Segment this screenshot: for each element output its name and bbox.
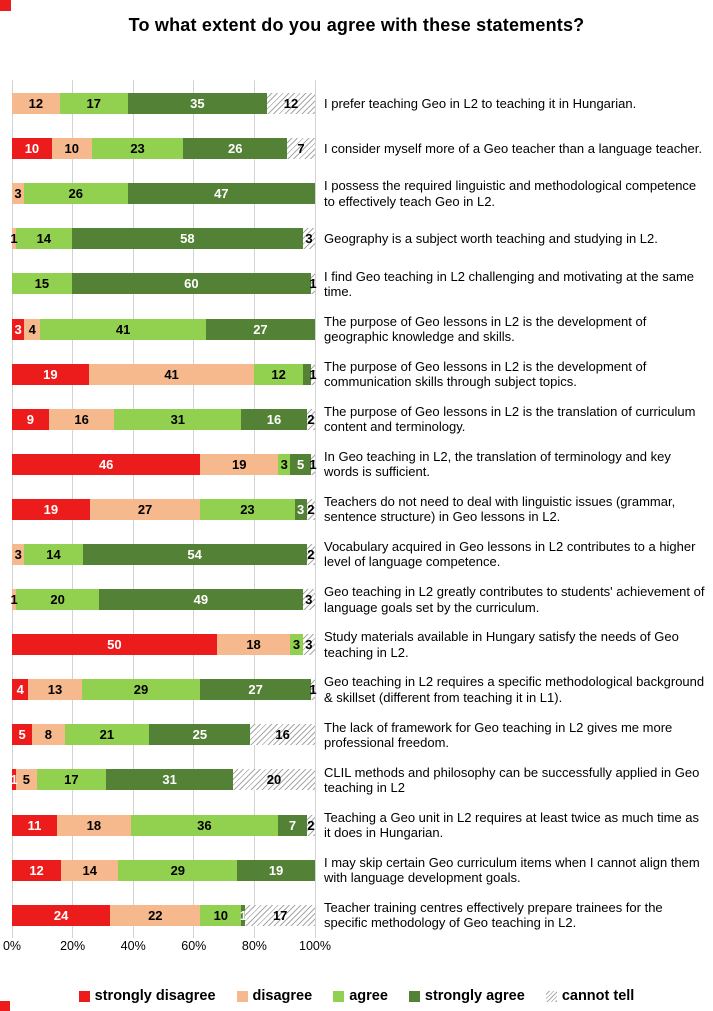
bar-value-label: 21 xyxy=(99,727,115,743)
bar-segment-disagree xyxy=(12,93,60,114)
bar-value-label: 1 xyxy=(239,907,247,923)
bar-segment-cannot-tell xyxy=(245,905,315,926)
bar-value-label: 47 xyxy=(214,186,229,202)
bar-segment-agree xyxy=(16,589,99,610)
bar-value-label: 1 xyxy=(10,592,18,608)
bar-value-label: 49 xyxy=(193,592,209,608)
x-axis-tick-20pct: 20% xyxy=(60,939,86,953)
bar-value-label: 27 xyxy=(253,321,268,337)
bar-segment-strongly-agree xyxy=(295,499,307,520)
stacked-bar xyxy=(12,815,315,836)
bar-value-label: 10 xyxy=(24,141,40,157)
x-axis-tick-100pct: 100% xyxy=(299,939,331,953)
bar-value-label: 29 xyxy=(133,682,149,698)
bar-value-label: 14 xyxy=(36,231,52,247)
chart-row xyxy=(0,667,713,712)
bar-value-label: 1 xyxy=(10,772,18,788)
stacked-bar xyxy=(12,273,315,294)
bar-segment-strongly-agree xyxy=(72,273,311,294)
bar-segment-cannot-tell xyxy=(307,815,315,836)
bar-value-label: 17 xyxy=(64,772,79,788)
bar-segment-strongly-agree xyxy=(183,138,287,159)
chart-title: To what extent do you agree with these statements? xyxy=(128,15,585,35)
bar-value-label: 29 xyxy=(170,862,186,878)
chart-row xyxy=(0,848,713,893)
bar-segment-disagree xyxy=(90,499,201,520)
bar-segment-agree xyxy=(60,93,128,114)
legend-item-cannot-tell xyxy=(546,988,635,1004)
stacked-bar xyxy=(12,544,315,565)
bar-segment-strongly-agree xyxy=(128,93,268,114)
bar-value-label: 46 xyxy=(98,456,114,472)
chart-row xyxy=(0,81,713,126)
bar-segment-cannot-tell xyxy=(307,544,315,565)
bar-value-label: 16 xyxy=(275,727,290,743)
bar-segment-strongly-agree xyxy=(128,183,315,204)
bar-value-label: 27 xyxy=(248,682,263,698)
bar-segment-agree xyxy=(290,634,302,655)
legend-item-disagree xyxy=(237,988,313,1004)
bar-segment-strongly-agree xyxy=(200,679,311,700)
stacked-bar xyxy=(12,679,315,700)
bar-value-label: 41 xyxy=(115,321,131,337)
bar-segment-strongly-disagree xyxy=(12,860,61,881)
bar-segment-agree xyxy=(131,815,278,836)
bar-segment-strongly-agree xyxy=(72,228,303,249)
stacked-bar xyxy=(12,724,315,745)
bar-value-label: 15 xyxy=(34,276,50,292)
bar-segment-cannot-tell xyxy=(303,589,315,610)
chart-rows xyxy=(0,81,713,938)
bar-value-label: 1 xyxy=(10,231,18,247)
bar-value-label: 16 xyxy=(74,411,89,427)
bar-segment-cannot-tell xyxy=(303,228,315,249)
bar-value-label: 1 xyxy=(309,682,317,698)
chart-row xyxy=(0,261,713,306)
bar-value-label: 54 xyxy=(187,546,202,562)
legend-swatch-disagree xyxy=(237,991,248,1002)
statement-label: Geo teaching in L2 requires a specific methodological background & skillset (different from teaching it in L1). xyxy=(324,674,705,705)
bar-segment-agree xyxy=(12,273,72,294)
stacked-bar xyxy=(12,364,315,385)
bar-segment-agree xyxy=(278,454,290,475)
bar-segment-agree xyxy=(200,499,294,520)
stacked-bar xyxy=(12,93,315,114)
bar-value-label: 41 xyxy=(164,366,179,382)
bar-segment-strongly-agree xyxy=(83,544,307,565)
bar-segment-strongly-disagree xyxy=(12,634,217,655)
bar-segment-agree xyxy=(200,905,241,926)
bar-value-label: 58 xyxy=(180,231,195,247)
bar-value-label: 17 xyxy=(272,907,288,923)
chart-row xyxy=(0,577,713,622)
bar-value-label: 27 xyxy=(137,501,153,517)
bar-segment-strongly-agree xyxy=(149,724,250,745)
bar-value-label: 35 xyxy=(190,96,205,112)
stacked-bar xyxy=(12,183,315,204)
bar-segment-cannot-tell xyxy=(287,138,315,159)
bar-value-label: 23 xyxy=(130,141,145,157)
bar-segment-strongly-agree xyxy=(290,454,310,475)
chart-row xyxy=(0,442,713,487)
bar-segment-cannot-tell xyxy=(311,454,315,475)
legend-label-strongly-agree: strongly agree xyxy=(424,988,525,1004)
statement-label: I may skip certain Geo curriculum items when I cannot align them with language development goals. xyxy=(324,854,700,886)
bar-value-label: 5 xyxy=(18,727,26,743)
bar-segment-disagree xyxy=(16,769,36,790)
stacked-bar xyxy=(12,409,315,430)
bar-value-label: 26 xyxy=(68,186,84,202)
bar-value-label: 31 xyxy=(162,772,177,788)
bar-segment-agree xyxy=(40,319,206,340)
bar-segment-strongly-disagree xyxy=(12,454,200,475)
bar-value-label: 12 xyxy=(29,862,44,878)
bar-value-label: 3 xyxy=(305,592,313,608)
legend-swatch-strongly-disagree xyxy=(79,991,90,1002)
chart-row xyxy=(0,757,713,802)
bar-segment-agree xyxy=(114,409,241,430)
bar-segment-disagree xyxy=(28,679,81,700)
bar-segment-disagree xyxy=(57,815,131,836)
statement-label: I find Geo teaching in L2 challenging and motivating at the same time. xyxy=(324,268,695,299)
bar-segment-disagree xyxy=(61,860,118,881)
bar-segment-disagree xyxy=(52,138,92,159)
bar-value-label: 25 xyxy=(192,727,208,743)
stacked-bar xyxy=(12,589,315,610)
bar-value-label: 4 xyxy=(28,321,36,337)
bar-segment-strongly-agree xyxy=(241,409,307,430)
bar-value-label: 12 xyxy=(271,366,286,382)
bar-segment-agree xyxy=(254,364,302,385)
legend-label-disagree: disagree xyxy=(252,988,313,1004)
bar-segment-cannot-tell xyxy=(311,364,315,385)
legend-item-strongly-disagree xyxy=(79,988,216,1004)
statement-label: Geo teaching in L2 greatly contributes to students' achievement of language goals set by the curriculum. xyxy=(324,584,705,615)
bar-value-label: 36 xyxy=(197,817,212,833)
bar-value-label: 1 xyxy=(309,276,317,292)
bar-value-label: 7 xyxy=(288,817,297,833)
bar-value-label: 12 xyxy=(283,96,299,112)
statement-label: CLIL methods and philosophy can be successfully applied in Geo teaching in L2 xyxy=(324,764,700,795)
bar-value-label: 3 xyxy=(14,321,22,337)
bar-segment-disagree xyxy=(12,183,24,204)
legend-item-agree xyxy=(333,988,388,1004)
bar-value-label: 14 xyxy=(46,546,61,562)
bar-value-label: 12 xyxy=(28,96,44,112)
bar-value-label: 3 xyxy=(305,231,313,247)
bar-value-label: 3 xyxy=(292,637,301,653)
bar-segment-strongly-agree xyxy=(241,905,245,926)
stacked-bar xyxy=(12,228,315,249)
bar-segment-cannot-tell xyxy=(311,679,315,700)
legend-swatch-agree xyxy=(333,991,344,1002)
bar-value-label: 16 xyxy=(266,411,282,427)
bar-segment-disagree xyxy=(49,409,115,430)
bar-segment-disagree xyxy=(12,589,16,610)
bar-value-label: 20 xyxy=(50,592,65,608)
chart-row xyxy=(0,532,713,577)
bar-value-label: 3 xyxy=(14,186,22,202)
bar-segment-disagree xyxy=(12,544,24,565)
statement-label: Teacher training centres effectively prepare trainees for the specific methodology of Geo teaching in L2. xyxy=(324,899,663,931)
statement-label: Teaching a Geo unit in L2 requires at least twice as much time as it does in Hungarian. xyxy=(324,809,700,841)
bar-value-label: 1 xyxy=(309,456,317,472)
bar-value-label: 24 xyxy=(53,907,69,923)
bar-value-label: 10 xyxy=(64,141,80,157)
red-corner-marker-top xyxy=(0,0,11,11)
x-axis xyxy=(0,939,713,955)
bar-value-label: 2 xyxy=(307,546,315,562)
statement-label: Geography is a subject worth teaching and studying in L2. xyxy=(324,231,658,247)
stacked-bar xyxy=(12,860,315,881)
bar-segment-agree xyxy=(118,860,237,881)
chart-row xyxy=(0,126,713,171)
bar-value-label: 18 xyxy=(86,817,102,833)
bar-segment-cannot-tell xyxy=(307,409,315,430)
bar-segment-strongly-disagree xyxy=(12,724,32,745)
bar-value-label: 17 xyxy=(86,96,101,112)
bar-value-label: 26 xyxy=(228,141,243,157)
chart-row xyxy=(0,712,713,757)
statement-label: Teachers do not need to deal with linguistic issues (grammar, sentence structure) in Geo lessons in L2. xyxy=(324,494,676,525)
chart-row xyxy=(0,216,713,261)
stacked-bar xyxy=(12,769,315,790)
bar-segment-cannot-tell xyxy=(233,769,315,790)
bar-value-label: 7 xyxy=(297,141,305,157)
bar-segment-cannot-tell xyxy=(311,273,315,294)
bar-value-label: 3 xyxy=(297,501,305,517)
chart-row xyxy=(0,622,713,667)
x-axis-tick-60pct: 60% xyxy=(181,939,207,953)
legend xyxy=(0,988,713,1004)
stacked-bar xyxy=(12,319,315,340)
bar-segment-agree xyxy=(65,724,150,745)
bar-value-label: 10 xyxy=(213,907,229,923)
statement-label: The purpose of Geo lessons in L2 is the translation of curriculum content and terminology. xyxy=(324,403,696,435)
bar-value-label: 22 xyxy=(148,907,163,923)
bar-value-label: 11 xyxy=(27,817,42,833)
bar-value-label: 19 xyxy=(43,366,58,382)
stacked-bar xyxy=(12,499,315,520)
bar-segment-strongly-disagree xyxy=(12,815,57,836)
bar-segment-disagree xyxy=(24,319,40,340)
bar-segment-strongly-disagree xyxy=(12,409,49,430)
bar-segment-disagree xyxy=(217,634,291,655)
statement-label: I prefer teaching Geo in L2 to teaching it in Hungarian. xyxy=(324,95,637,111)
bar-value-label: 20 xyxy=(266,772,282,788)
chart-row xyxy=(0,893,713,938)
legend-item-strongly-agree xyxy=(409,988,525,1004)
bar-segment-strongly-disagree xyxy=(12,364,89,385)
bar-segment-strongly-agree xyxy=(278,815,307,836)
bar-value-label: 9 xyxy=(26,411,35,427)
bar-segment-agree xyxy=(24,544,82,565)
statement-label: I possess the required linguistic and methodological competence to effectively teach Geo in L2. xyxy=(324,178,697,209)
legend-label-cannot-tell: cannot tell xyxy=(561,988,635,1004)
statement-label: Vocabulary acquired in Geo lessons in L2 contributes to a higher level of language competence. xyxy=(324,539,696,570)
bar-segment-strongly-agree xyxy=(106,769,233,790)
bar-value-label: 2 xyxy=(307,411,315,427)
bar-value-label: 23 xyxy=(240,501,255,517)
bar-value-label: 1 xyxy=(309,366,317,382)
bar-value-label: 60 xyxy=(184,276,199,292)
bar-value-label: 50 xyxy=(107,637,122,653)
bar-value-label: 2 xyxy=(307,501,315,517)
chart-row xyxy=(0,171,713,216)
bar-value-label: 4 xyxy=(16,682,24,698)
legend-swatch-strongly-agree xyxy=(409,991,420,1002)
legend-swatch-cannot-tell xyxy=(546,991,557,1002)
x-axis-tick-80pct: 80% xyxy=(241,939,267,953)
bar-segment-cannot-tell xyxy=(307,499,315,520)
bar-value-label: 19 xyxy=(232,456,247,472)
bar-value-label: 14 xyxy=(82,862,98,878)
chart-row xyxy=(0,803,713,848)
bar-segment-strongly-agree xyxy=(206,319,315,340)
bar-value-label: 13 xyxy=(47,682,63,698)
stacked-bar xyxy=(12,454,315,475)
bar-segment-strongly-disagree xyxy=(12,679,28,700)
bar-segment-cannot-tell xyxy=(250,724,315,745)
statement-label: The purpose of Geo lessons in L2 is the development of geographic knowledge and skills. xyxy=(324,313,647,345)
stacked-bar xyxy=(12,138,315,159)
bar-segment-agree xyxy=(37,769,107,790)
bar-value-label: 3 xyxy=(280,456,288,472)
bar-segment-strongly-disagree xyxy=(12,319,24,340)
bar-segment-agree xyxy=(92,138,184,159)
bar-value-label: 3 xyxy=(305,637,313,653)
bar-segment-disagree xyxy=(110,905,200,926)
chart-row xyxy=(0,306,713,351)
statement-label: Study materials available in Hungary satisfy the needs of Geo teaching in L2. xyxy=(324,629,679,660)
stacked-bar xyxy=(12,905,315,926)
bar-value-label: 19 xyxy=(43,501,59,517)
bar-segment-strongly-disagree xyxy=(12,905,110,926)
bar-value-label: 31 xyxy=(170,411,186,427)
bar-value-label: 19 xyxy=(268,862,284,878)
x-axis-tick-40pct: 40% xyxy=(120,939,146,953)
statement-label: The purpose of Geo lessons in L2 is the development of communication skills through subject topics. xyxy=(324,358,647,390)
stacked-bar xyxy=(12,634,315,655)
bar-value-label: 5 xyxy=(297,456,305,472)
bar-segment-strongly-agree xyxy=(237,860,315,881)
bar-value-label: 3 xyxy=(14,546,22,562)
bar-segment-agree xyxy=(16,228,72,249)
chart-row xyxy=(0,352,713,397)
bar-segment-disagree xyxy=(32,724,64,745)
bar-value-label: 5 xyxy=(22,772,30,788)
bar-segment-disagree xyxy=(89,364,255,385)
bar-segment-agree xyxy=(24,183,128,204)
bar-segment-strongly-agree xyxy=(99,589,302,610)
chart-row xyxy=(0,397,713,442)
bar-value-label: 8 xyxy=(44,727,52,743)
bar-segment-strongly-disagree xyxy=(12,138,52,159)
bar-value-label: 2 xyxy=(307,817,315,833)
statement-label: I consider myself more of a Geo teacher than a language teacher. xyxy=(324,140,702,156)
statement-label: In Geo teaching in L2, the translation of terminology and key words is sufficient. xyxy=(324,448,671,480)
legend-label-strongly-disagree: strongly disagree xyxy=(94,988,216,1004)
bar-value-label: 18 xyxy=(246,637,261,653)
bar-segment-cannot-tell xyxy=(303,634,315,655)
legend-label-agree: agree xyxy=(349,988,388,1004)
chart-row xyxy=(0,487,713,532)
bar-segment-cannot-tell xyxy=(267,93,315,114)
bar-segment-agree xyxy=(82,679,201,700)
statement-label: The lack of framework for Geo teaching in L2 gives me more professional freedom. xyxy=(324,719,673,750)
x-axis-tick-0pct: 0% xyxy=(2,939,22,953)
bar-segment-disagree xyxy=(200,454,278,475)
bar-segment-strongly-disagree xyxy=(12,499,90,520)
